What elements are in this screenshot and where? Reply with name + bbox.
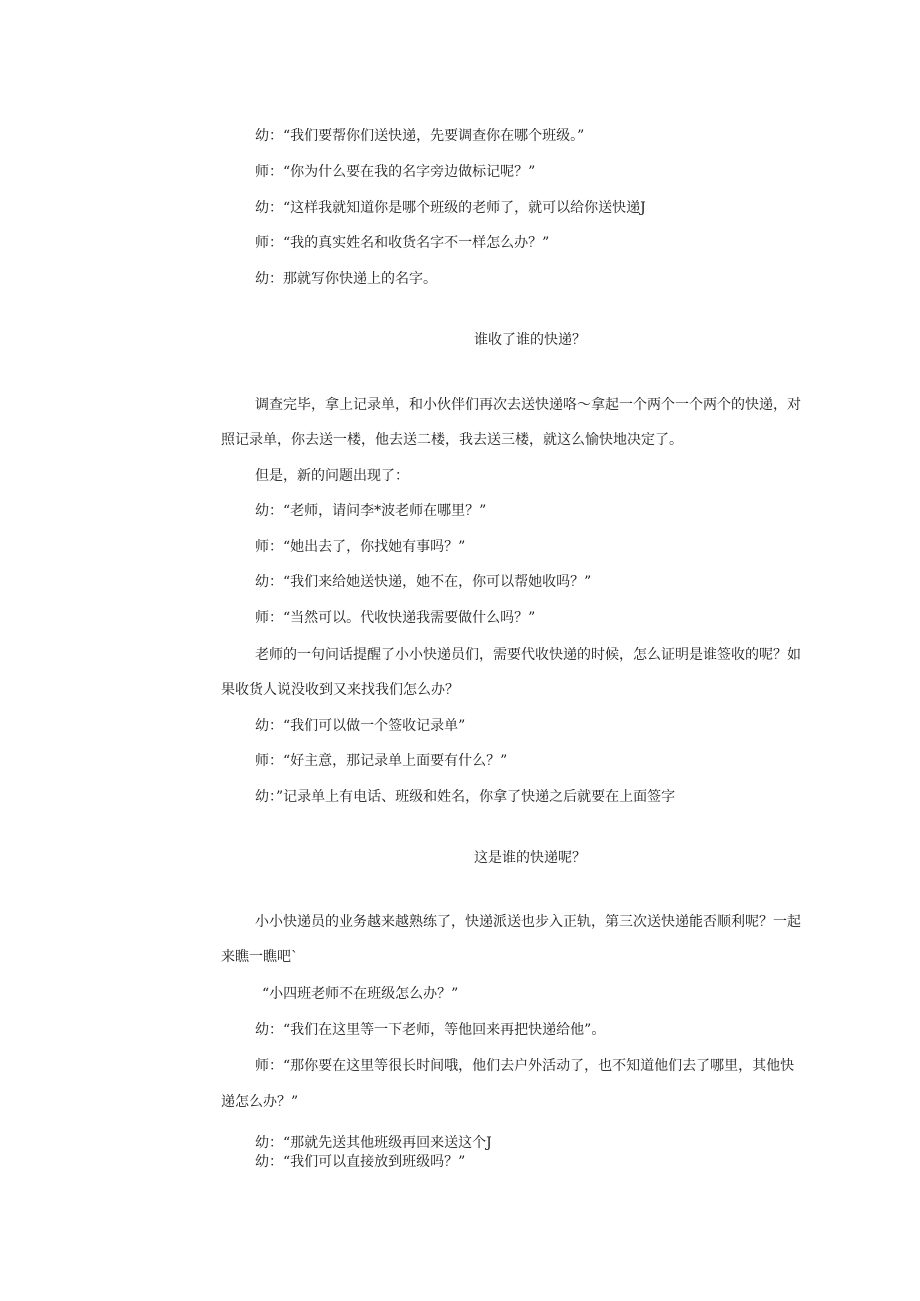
dialogue-line: 幼：“老师，请问李*波老师在哪里？” — [255, 503, 487, 519]
paragraph-line: 果收货人说没收到又来找我们怎么办？ — [221, 682, 459, 698]
section-heading: 谁收了谁的快递？ — [474, 332, 586, 348]
dialogue-line: 师：“她出去了，你找她有事吗？” — [255, 539, 466, 555]
paragraph-line: 但是，新的问题出现了： — [255, 468, 409, 484]
dialogue-line: 师：“你为什么要在我的名字旁边做标记呢？” — [255, 164, 536, 180]
paragraph-line: 照记录单，你去送一楼，他去送二楼，我去送三楼，就这么愉快地决定了。 — [221, 432, 683, 448]
paragraph-line: 来瞧一瞧吧` — [221, 949, 298, 965]
section-heading: 这是谁的快递呢？ — [474, 850, 586, 866]
paragraph-line: 调查完毕，拿上记录单，和小伙伴们再次去送快递咯〜拿起一个两个一个两个的快递，对 — [255, 397, 801, 413]
dialogue-line: 师：“好主意，那记录单上面要有什么？” — [255, 753, 508, 769]
dialogue-line: 师：“当然可以。代收快递我需要做什么吗？” — [255, 610, 536, 626]
dialogue-line: 幼：那就写你快递上的名字。 — [255, 271, 437, 287]
paragraph-line: 小小快递员的业务越来越熟练了，快递派送也步入正轨，第三次送快递能否顺利呢？一起 — [255, 914, 801, 930]
dialogue-line: 幼：“我们在这里等一下老师，等他回来再把快递给他”。 — [255, 1022, 606, 1038]
dialogue-line: 师：“那你要在这里等很长时间哦，他们去户外活动了，也不知道他们去了哪里，其他快 — [255, 1058, 795, 1074]
dialogue-line: 幼：“这样我就知道你是哪个班级的老师了，就可以给你送快递J — [255, 200, 646, 216]
dialogue-line: 幼：“我们可以直接放到班级吗？” — [255, 1154, 466, 1170]
dialogue-line: 递怎么办？” — [221, 1094, 299, 1110]
dialogue-line: 幼：“我们来给她送快递，她不在，你可以帮她收吗？” — [255, 574, 592, 590]
dialogue-line: 幼：“那就先送其他班级再回来送这个J — [255, 1135, 492, 1151]
dialogue-line: 幼：“我们可以做一个签收记录单” — [255, 718, 466, 734]
dialogue-line: 幼：“我们要帮你们送快递，先要调查你在哪个班级。” — [255, 128, 585, 144]
dialogue-line: 师：“我的真实姓名和收货名字不一样怎么办？” — [255, 235, 550, 251]
dialogue-line: “小四班老师不在班级怎么办？” — [262, 986, 459, 1002]
dialogue-line: 幼：”记录单上有电话、班级和姓名，你拿了快递之后就要在上面签字 — [255, 789, 676, 805]
paragraph-line: 老师的一句问话提醒了小小快递员们，需要代收快递的时候，怎么证明是谁签收的呢？如 — [255, 647, 801, 663]
